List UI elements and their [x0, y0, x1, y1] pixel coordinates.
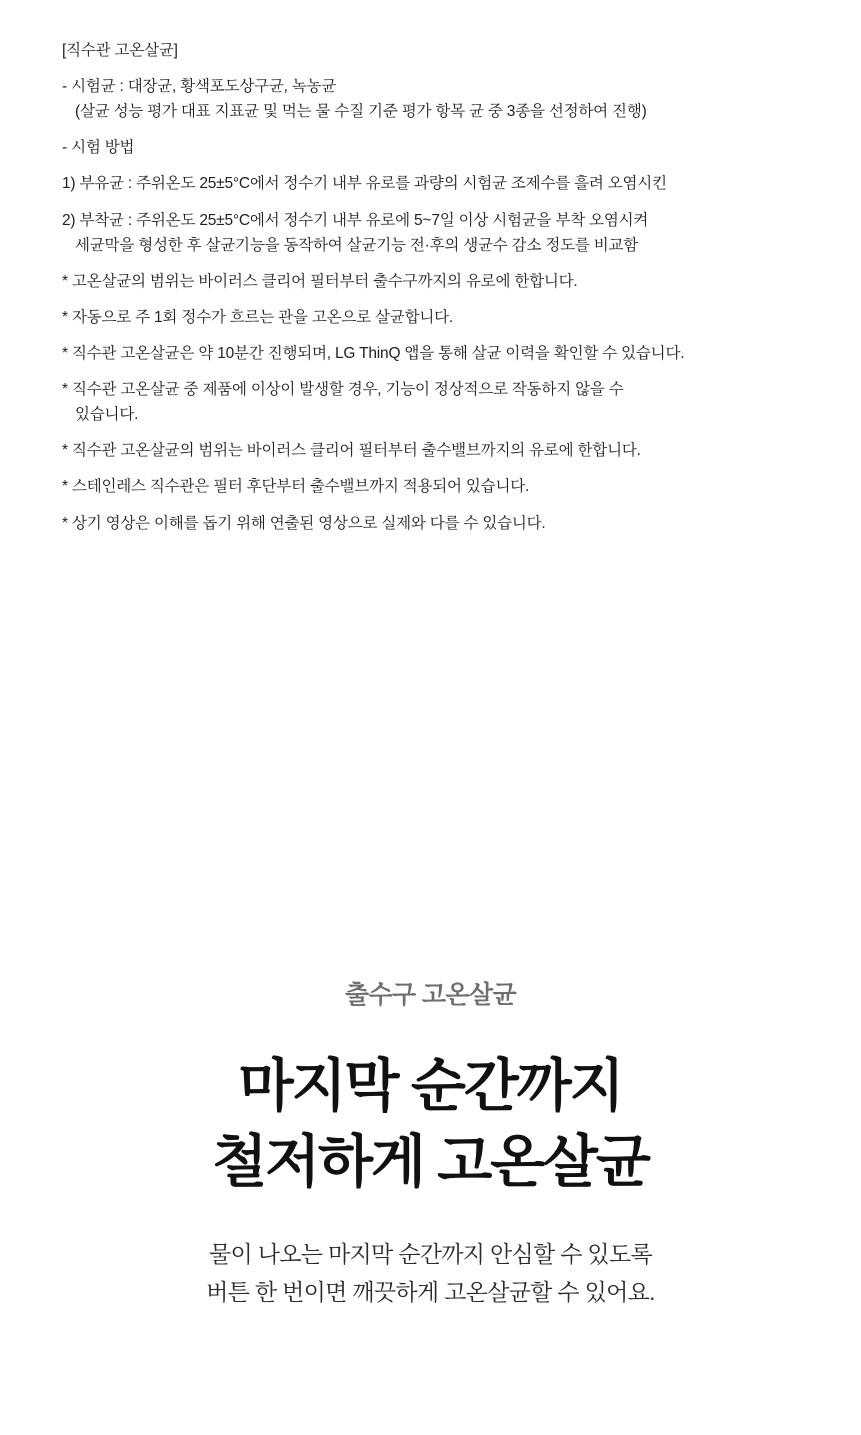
note-test-method-floating — [62, 208, 799, 258]
note-line: * 스테인레스 직수관은 필터 후단부터 출수밸브까지 적용되어 있습니다. — [62, 478, 530, 496]
note-line: 세균막을 형성한 후 살균기능을 동작하여 살균기능 전·후의 생균수 감소 정도를 비교함 — [75, 236, 639, 254]
note-test-bacteria — [62, 135, 799, 160]
note-line: * 자동으로 주 1회 정수가 흐르는 관을 고온으로 살균합니다. — [62, 308, 453, 326]
note-thinq-duration — [62, 377, 799, 427]
note-line: * 직수관 고온살균은 약 10분간 진행되며, LG ThinQ 앱을 통해 살균 이력을 확인할 수 있습니다. — [62, 344, 685, 362]
hero-title-line-1: 마지막 순간까지 — [238, 1054, 623, 1119]
note-line: * 고온살균의 범위는 바이러스 클리어 필터부터 출수구까지의 유로에 한합니다. — [62, 272, 578, 290]
note-line: 1) 부유균 : 주위온도 25±5°C에서 정수기 내부 유로를 과량의 시험균 조제수를 흘려 오염시킨 — [62, 175, 667, 193]
note-weekly-auto — [62, 341, 799, 366]
hero-title — [0, 1049, 861, 1201]
note-line: 2) 부착균 : 주위온도 25±5°C에서 정수기 내부 유로에 5~7일 이상 시험균을 부착 오염시켜 — [62, 211, 649, 229]
hero-title-line-2: 철저하게 고온살균 — [212, 1129, 649, 1194]
note-line: * 직수관 고온살균 중 제품에 이상이 발생할 경우, 기능이 정상적으로 작동하지 않을 수 — [62, 381, 624, 399]
note-line: - 시험 방법 — [62, 139, 135, 157]
note-sterilization-range — [62, 305, 799, 330]
hero-section — [0, 975, 861, 1334]
notes-heading: [직수관 고온살균] — [62, 42, 178, 59]
note-sterilization-performance — [62, 74, 799, 124]
hero-subtitle-line-2: 버튼 한 번이면 깨끗하게 고온살균할 수 있어요. — [206, 1278, 655, 1305]
hero-subtitle-line-1: 물이 나오는 마지막 순간까지 안심할 수 있도록 — [209, 1240, 652, 1267]
note-valve-range — [62, 474, 799, 499]
note-stainless-pipe — [62, 511, 799, 536]
hero-eyebrow: 출수구 고온살균 — [344, 981, 517, 1009]
note-test-method — [62, 171, 799, 196]
note-line: (살균 성능 평가 대표 지표균 및 먹는 물 수질 기준 평가 항목 균 중 3종을 선정하여 진행) — [75, 103, 647, 121]
note-line: * 상기 영상은 이해를 돕기 위해 연출된 영상으로 실제와 다를 수 있습니다. — [62, 514, 546, 532]
note-test-method-attached — [62, 269, 799, 294]
note-line: 있습니다. — [75, 406, 139, 424]
note-malfunction — [62, 438, 799, 463]
note-line: * 직수관 고온살균의 범위는 바이러스 클리어 필터부터 출수밸브까지의 유로에 한합니다. — [62, 442, 641, 460]
note-line: - 시험균 : 대장균, 황색포도상구균, 녹농균 — [62, 78, 337, 96]
hero-subtitle — [0, 1235, 861, 1311]
notes-heading-block — [62, 38, 799, 63]
disclaimer-notes-section — [0, 0, 861, 536]
